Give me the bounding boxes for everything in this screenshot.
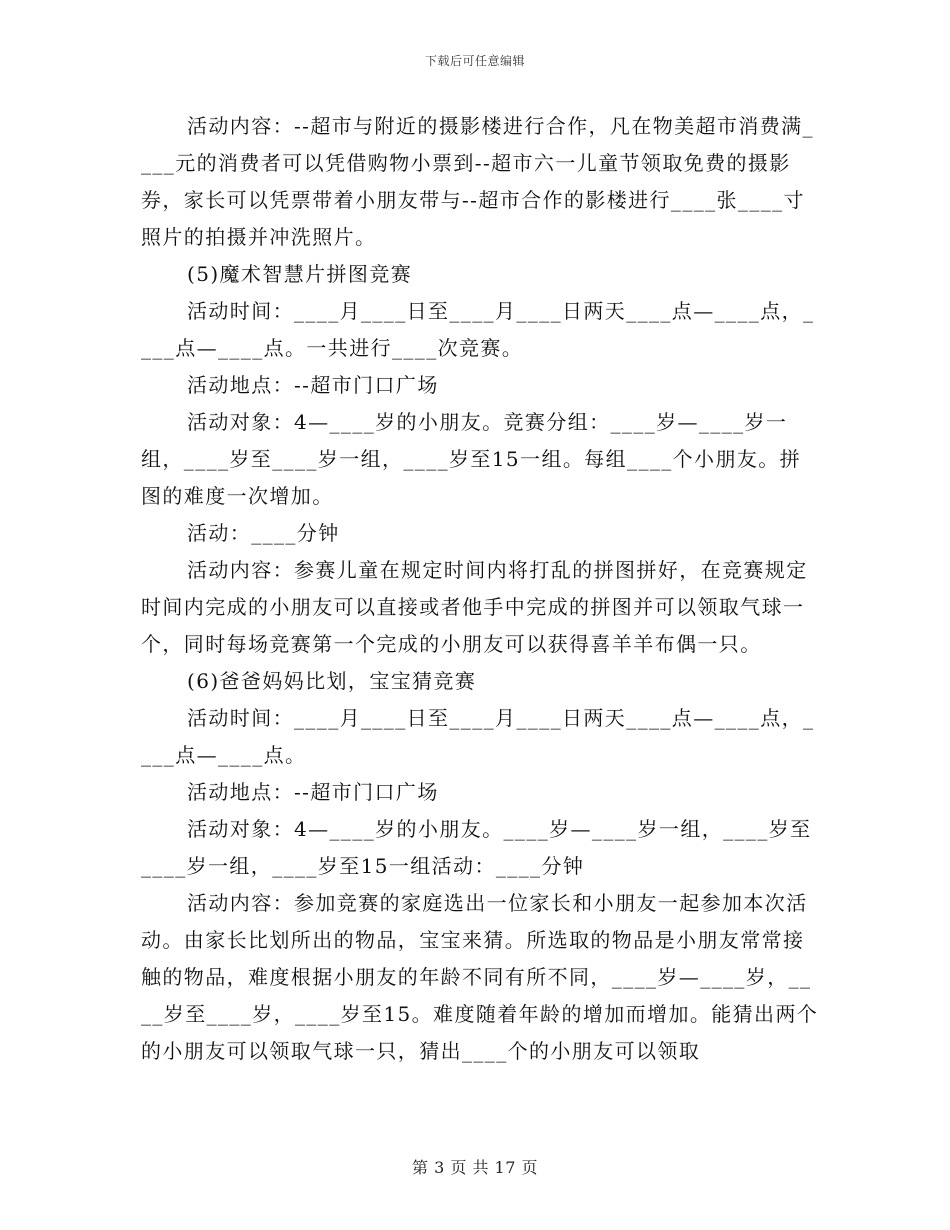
paragraph-charades-participants: 活动对象：4—____岁的小朋友。____岁—____岁一组，____岁至____岁一组，____岁至15一组活动：____分钟	[141, 817, 812, 878]
page-header: 下载后可任意编辑	[424, 54, 525, 68]
page-number: 第 3 页 共 17 页	[412, 1158, 538, 1177]
paragraph-puzzle-location: 活动地点：--超市门口广场	[187, 373, 439, 397]
section-heading-puzzle-contest: (5)魔术智慧片拼图竞赛	[187, 262, 413, 286]
paragraph-puzzle-content: 活动内容：参赛儿童在规定时间内将打乱的拼图拼好，在竞赛规定时间内完成的小朋友可以直接或者他手中完成的拼图并可以领取气球一个，同时每场竞赛第一个完成的小朋友可以获得喜羊羊布偶一只。	[141, 558, 808, 656]
section-heading-charades-contest: (6)爸爸妈妈比划，宝宝猜竞赛	[187, 669, 477, 693]
paragraph-charades-content: 活动内容：参加竞赛的家庭选出一位家长和小朋友一起参加本次活动。由家长比划所出的物品，宝宝来猜。所选取的物品是小朋友常常接触的物品，难度根据小朋友的年龄不同有所不同，____岁—____岁，____岁至____岁，____岁至15。难度随着年龄的增加而增加。能猜出两个的小朋友可以领取气球一只，猜出____个的小朋友可以领取	[141, 891, 819, 1063]
paragraph-puzzle-time: 活动时间：____月____日至____月____日两天____点—____点，____点—____点。一共进行____次竞赛。	[141, 299, 815, 360]
document-body	[141, 108, 821, 1070]
paragraph-charades-time: 活动时间：____月____日至____月____日两天____点—____点，____点—____点。	[141, 706, 815, 767]
paragraph-puzzle-duration: 活动：____分钟	[187, 521, 340, 545]
paragraph-charades-location: 活动地点：--超市门口广场	[187, 780, 439, 804]
paragraph-photo-activity-content: 活动内容：--超市与附近的摄影楼进行合作，凡在物美超市消费满____元的消费者可以凭借购物小票到--超市六一儿童节领取免费的摄影券，家长可以凭票带着小朋友带与--超市合作的影楼进行____张____寸照片的拍摄并冲洗照片。	[141, 114, 814, 249]
paragraph-puzzle-participants: 活动对象：4—____岁的小朋友。竞赛分组：____岁—____岁一组，____岁至____岁一组，____岁至15一组。每组____个小朋友。拼图的难度一次增加。	[141, 410, 802, 508]
